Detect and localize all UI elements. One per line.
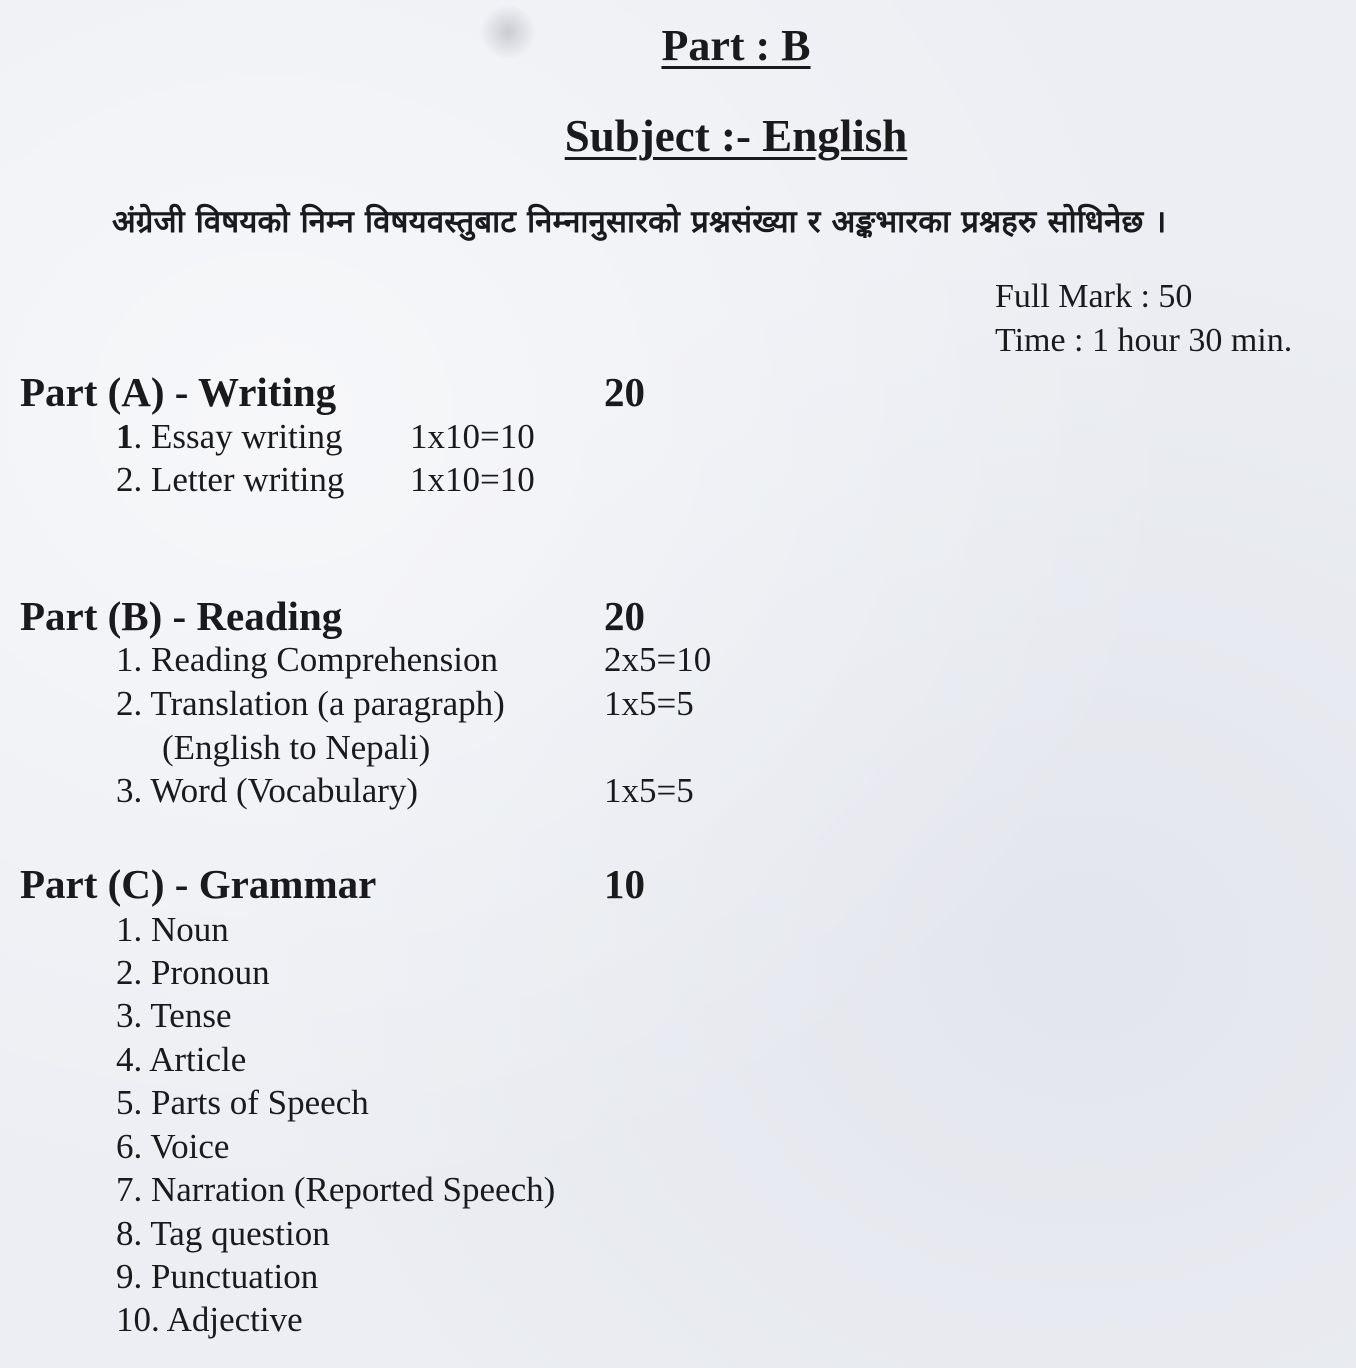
section-marks-reading: 20 <box>604 593 645 639</box>
list-item: 5. Parts of Speech <box>116 1083 369 1122</box>
list-item: 2. Translation (a paragraph) <box>116 684 505 723</box>
list-item: 4. Article <box>116 1040 247 1079</box>
part-title: Part : B <box>661 21 811 70</box>
full-mark: Full Mark : 50 <box>995 278 1193 315</box>
section-marks-writing: 20 <box>604 369 645 415</box>
section-marks-grammar: 10 <box>604 861 645 907</box>
item-text: . Letter writing <box>133 460 345 499</box>
list-item: 7. Narration (Reported Speech) <box>116 1170 556 1209</box>
item-mark: 1x5=5 <box>604 684 694 723</box>
instruction-text: अंग्रेजी विषयको निम्न विषयवस्तुबाट निम्नानुसारको प्रश्नसंख्या र अङ्कभारका प्रश्नहरु सोधिनेछ । <box>112 204 1167 240</box>
list-item: 6. Voice <box>116 1127 230 1166</box>
list-item-note: (English to Nepali) <box>162 728 431 767</box>
section-title-grammar: Part (C) - Grammar <box>20 861 377 907</box>
item-mark: 2x5=10 <box>604 640 712 679</box>
section-title-reading: Part (B) - Reading <box>20 593 343 639</box>
item-number: 2 <box>116 460 134 499</box>
list-item <box>116 460 344 500</box>
list-item: 9. Punctuation <box>116 1257 319 1296</box>
subject-title: Subject :- English <box>564 111 908 161</box>
item-mark: 1x5=5 <box>604 771 694 810</box>
item-text: . Essay writing <box>133 417 343 456</box>
exam-time: Time : 1 hour 30 min. <box>995 322 1293 359</box>
list-item: 10. Adjective <box>116 1300 303 1339</box>
item-number: 1 <box>116 417 134 456</box>
list-item: 3. Tense <box>116 996 232 1035</box>
list-item: 3. Word (Vocabulary) <box>116 771 419 810</box>
list-item: 1. Reading Comprehension <box>116 640 499 679</box>
list-item <box>116 417 343 457</box>
item-mark: 1x10=10 <box>410 460 535 499</box>
list-item: 1. Noun <box>116 910 229 949</box>
list-item: 8. Tag question <box>116 1214 330 1253</box>
item-mark: 1x10=10 <box>410 417 535 456</box>
list-item: 2. Pronoun <box>116 953 270 992</box>
section-title-writing: Part (A) - Writing <box>20 369 337 415</box>
